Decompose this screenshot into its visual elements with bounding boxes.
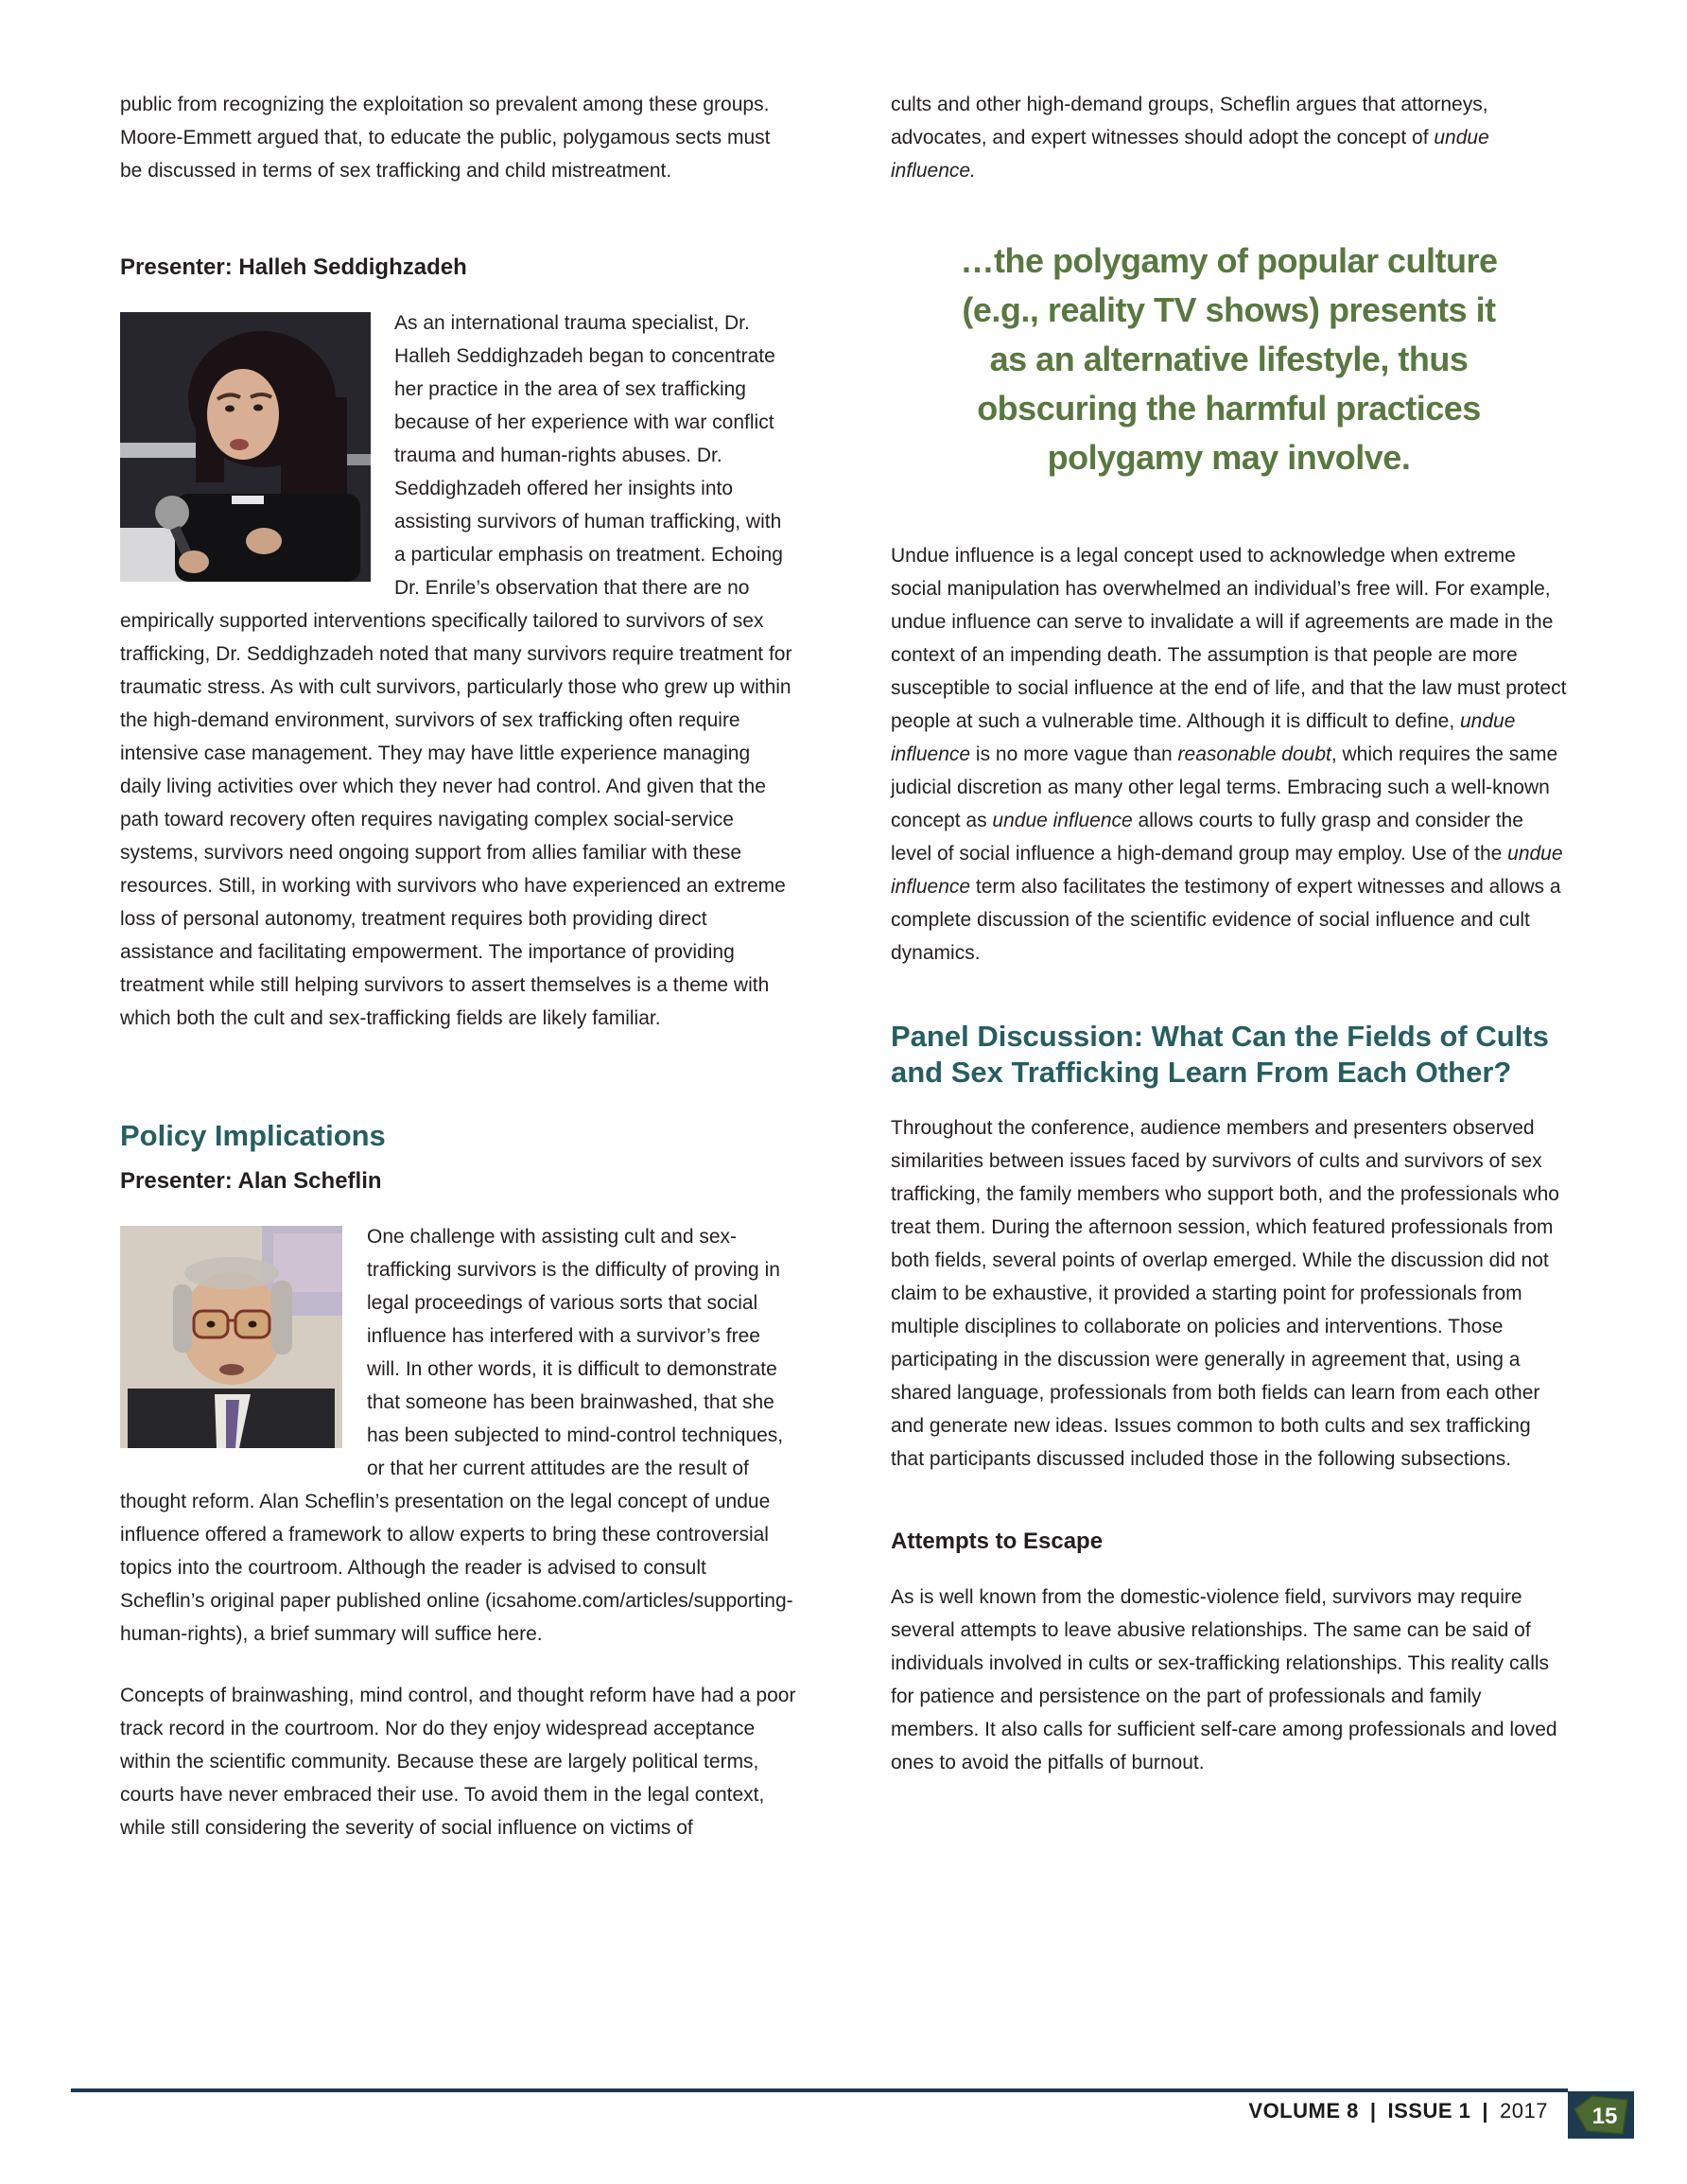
pull-quote bbox=[891, 236, 1567, 482]
footer-separator: | bbox=[1369, 2099, 1377, 2123]
halleh-section bbox=[120, 306, 796, 1063]
attempts-paragraph: As is well known from the domestic-violence field, survivors may require several attempts to leave abusive relationships. The same can be said of individuals involved in cults or sex-trafficking relationships. This reality calls for patience and persistence on the part of professionals and family members. It also calls for sufficient self-care among professionals and loved ones to avoid the pitfalls of burnout. bbox=[891, 1586, 1557, 1773]
pull-quote-line: (e.g., reality TV shows) presents it bbox=[962, 290, 1496, 329]
pull-quote-line: as an alternative lifestyle, thus bbox=[989, 340, 1469, 378]
intro-paragraph: public from recognizing the exploitation so prevalent among these groups. Moore-Emmett argued that, to educate the public, polygamous sects must be discussed in terms of sex trafficking and child mistreatment. bbox=[120, 94, 771, 182]
pull-quote-line: obscuring the harmful practices bbox=[977, 389, 1481, 428]
attempts-to-escape-heading: Attempts to Escape bbox=[891, 1529, 1104, 1554]
alan-scheflin-photo bbox=[120, 1226, 342, 1448]
alan-photo-illustration bbox=[120, 1226, 342, 1448]
halleh-seddighzadeh-photo bbox=[120, 312, 371, 582]
page-number-flag-icon bbox=[1573, 2094, 1629, 2136]
footer-issue: ISSUE 1 bbox=[1387, 2099, 1471, 2123]
policy-implications-heading: Policy Implications bbox=[120, 1119, 386, 1152]
right-column bbox=[891, 88, 1567, 1873]
concepts-paragraph: Concepts of brainwashing, mind control, and thought reform have had a poor track record in the courtroom. Nor do they enjoy widespread acceptance within the scientific community. Because these are largely political terms, courts have never embraced their use. To avoid them in the legal context, while still considering the severity of social influence on victims of bbox=[120, 1685, 796, 1839]
footer-year: 2017 bbox=[1500, 2099, 1548, 2123]
footer-separator: | bbox=[1482, 2099, 1489, 2123]
scheflin-section bbox=[120, 1220, 796, 1679]
undue-influence-paragraph: Undue influence is a legal concept used to acknowledge when extreme social manipulation has overwhelmed an individual’s free will. For example, undue influence can serve to invalidate a will if agreements are made in the context of an impending death. The assumption is that people are more susceptible to social influence at the end of life, and that the law must protect people at such a vulnerable time. Although it is difficult to define, undue influence is no more vague than reasonable doubt, which requires the same judicial discretion as many other legal terms. Embracing such a well-known concept as undue influence allows courts to fully grasp and consider the level of social influence a high-demand group may employ. Use of the undue influence term also facilitates the testimony of expert witnesses and allows a complete discussion of the scientific evidence of social influence and cult dynamics. bbox=[891, 545, 1567, 964]
page-number-box bbox=[1568, 2091, 1634, 2139]
footer-rule bbox=[71, 2088, 1568, 2092]
halleh-photo-illustration bbox=[120, 312, 371, 582]
halleh-paragraph: As an international trauma specialist, Dr. Halleh Seddighzadeh began to concentrate her practice in the area of sex trafficking because of her experience with war conflict trauma and human-rights abuses. Dr. Seddighzadeh offered her insights into assisting survivors of human trafficking, with a particular emphasis on treatment. Echoing Dr. Enrile’s observation that there are no empirically supported interventions specifically tailored to survivors of sex trafficking, Dr. Seddighzadeh noted that many survivors require treatment for traumatic stress. As with cult survivors, particularly those who grew up within the high-demand environment, survivors of sex trafficking often require intensive case management. They may have little experience managing daily living activities over which they never had control. And given that the path toward recovery often requires navigating complex social-service systems, survivors need ongoing support from allies familiar with these resources. Still, in working with survivors who have experienced an extreme loss of personal autonomy, treatment requires both providing direct assistance and facilitating empowerment. The importance of providing treatment while still helping survivors to assert themselves is a theme with which both the cult and sex-trafficking fields are likely familiar. bbox=[120, 312, 792, 1029]
presenter-halleh-heading: Presenter: Halleh Seddighzadeh bbox=[120, 254, 467, 280]
footer-issue-info bbox=[1248, 2099, 1548, 2123]
pull-quote-line: polygamy may involve. bbox=[1047, 438, 1411, 477]
pull-quote-line: …the polygamy of popular culture bbox=[960, 241, 1498, 280]
left-column bbox=[120, 88, 796, 1873]
footer-volume: VOLUME 8 bbox=[1248, 2099, 1359, 2123]
scheflin-paragraph: One challenge with assisting cult and sex-trafficking survivors is the difficulty of proving in legal proceedings of various sorts that social influence has interfered with a survivor’s free will. In other words, it is difficult to demonstrate that someone has been brainwashed, that she has been subjected to mind-control techniques, or that her current attitudes are the result of thought reform. Alan Scheflin’s presentation on the legal concept of undue influence offered a framework to allow experts to bring these controversial topics into the courtroom. Although the reader is advised to consult Scheflin’s original paper published online (icsahome.com/articles/supporting-human-rights), a brief summary will suffice here. bbox=[120, 1226, 793, 1645]
presenter-scheflin-heading: Presenter: Alan Scheflin bbox=[120, 1168, 382, 1194]
continuation-paragraph: cults and other high-demand groups, Scheflin argues that attorneys, advocates, and expert witnesses should adopt the concept of undue influence. bbox=[891, 94, 1489, 182]
page-number: 15 bbox=[1591, 2104, 1618, 2129]
panel-paragraph: Throughout the conference, audience members and presenters observed similarities between issues faced by survivors of cults and survivors of sex trafficking, the family members who support both, and the professionals who treat them. During the afternoon session, which featured professionals from both fields, several points of overlap emerged. While the discussion did not claim to be exhaustive, it provided a starting point for professionals from multiple disciplines to collaborate on policies and interventions. Those participating in the discussion were generally in agreement that, using a shared language, professionals from both fields can learn from each other and generate new ideas. Issues common to both cults and sex trafficking that participants discussed included those in the following subsections. bbox=[891, 1117, 1559, 1470]
panel-discussion-heading: Panel Discussion: What Can the Fields of Cults and Sex Trafficking Learn From Each Other? bbox=[891, 1020, 1549, 1089]
